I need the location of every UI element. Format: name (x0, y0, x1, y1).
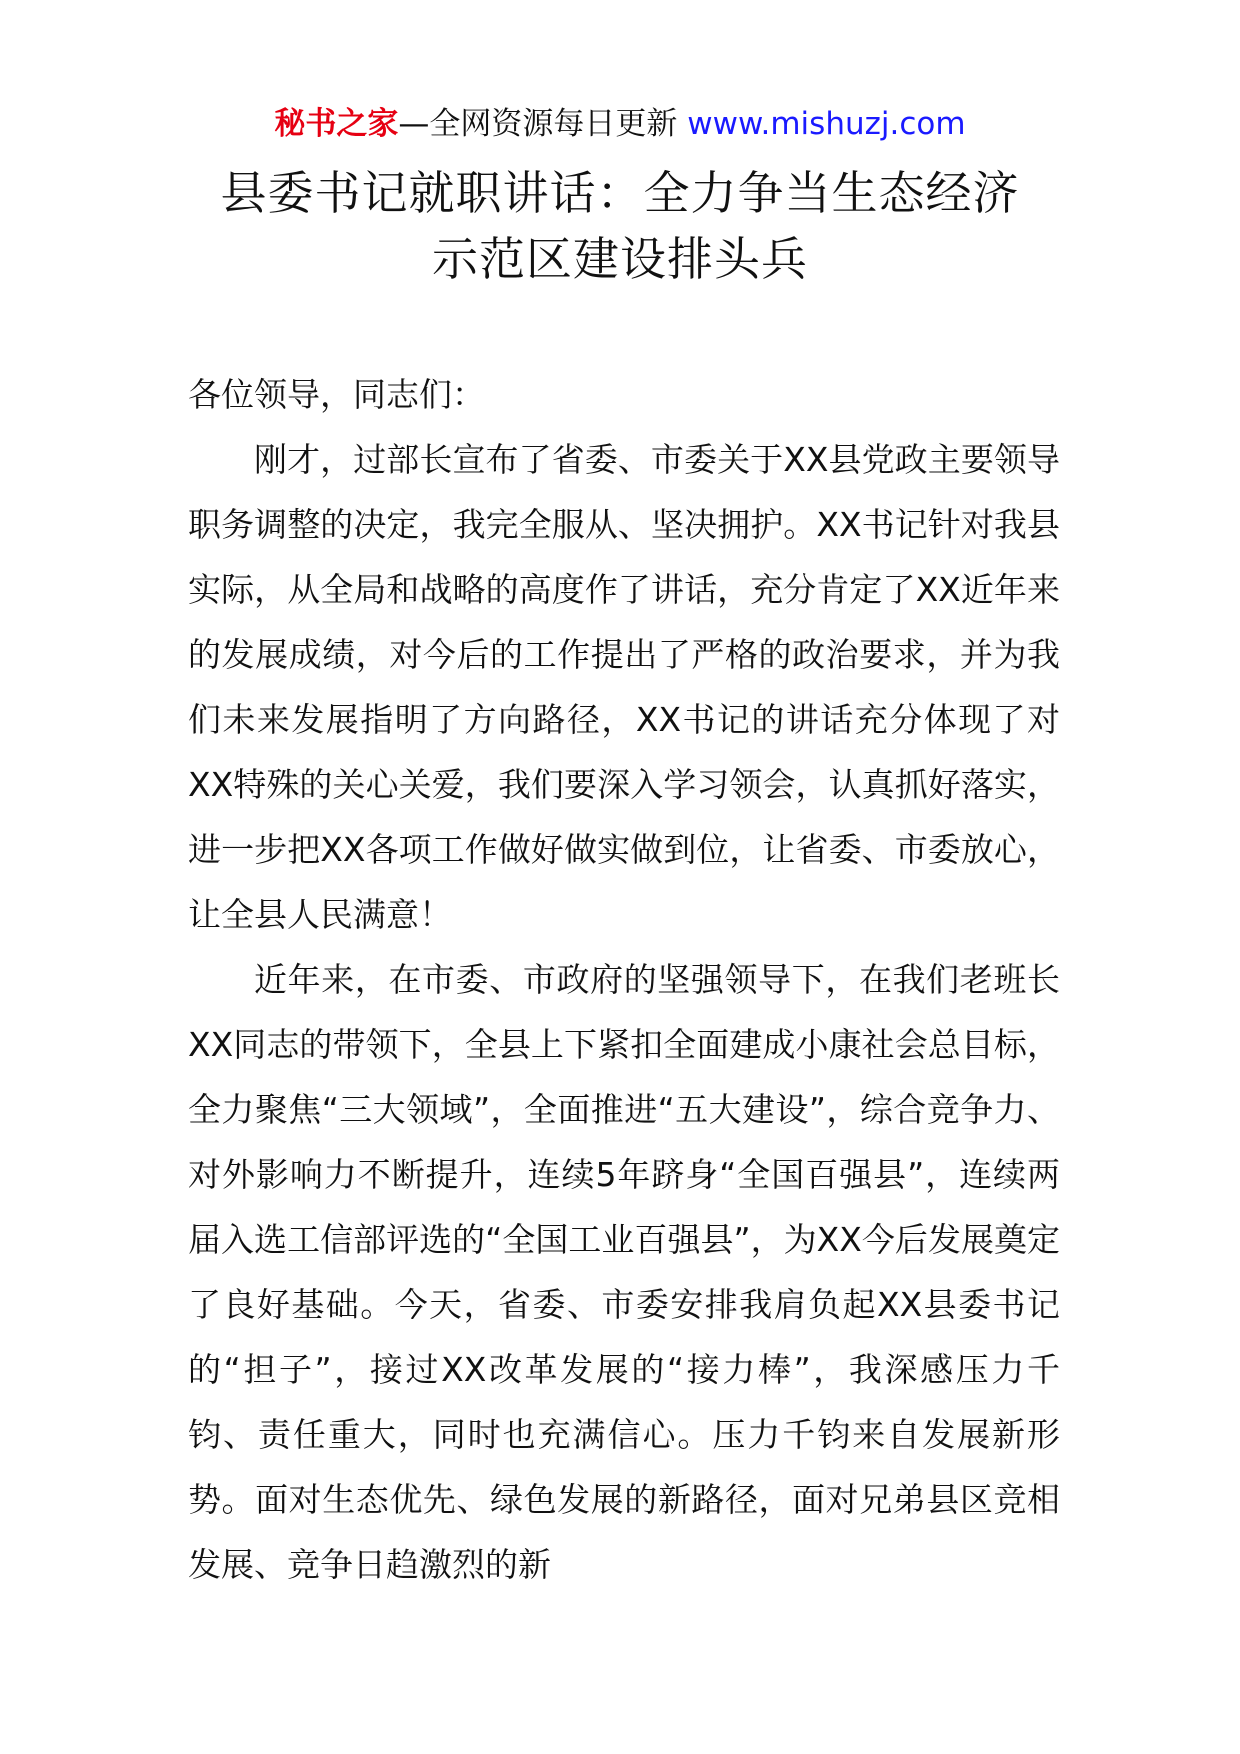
document-title-line-1: 县委书记就职讲话：全力争当生态经济 (220, 166, 1020, 220)
document-title (100, 160, 1140, 292)
site-url-link[interactable]: www.mishuzj.com (687, 106, 966, 142)
document-body (188, 362, 1060, 1597)
paragraph-1: 刚才，过部长宣布了省委、市委关于XX县党政主要领导职务调整的决定，我完全服从、坚决拥护。XX书记针对我县实际，从全局和战略的高度作了讲话，充分肯定了XX近年来的发展成绩，对今后的工作提出了严格的政治要求，并为我们未来发展指明了方向路径，XX书记的讲话充分体现了对XX特殊的关心关爱，我们要深入学习领会，认真抓好落实，进一步把XX各项工作做好做实做到位，让省委、市委放心，让全县人民满意！ (188, 440, 1060, 934)
paragraph-2: 近年来，在市委、市政府的坚强领导下，在我们老班长XX同志的带领下，全县上下紧扣全面建成小康社会总目标，全力聚焦“三大领域”，全面推进“五大建设”，综合竞争力、对外影响力不断提升，连续5年跻身“全国百强县”，连续两届入选工信部评选的“全国工业百强县”，为XX今后发展奠定了良好基础。今天，省委、市委安排我肩负起XX县委书记的“担子”，接过XX改革发展的“接力棒”，我深感压力千钧、责任重大，同时也充满信心。压力千钧来自发展新形势。面对生态优先、绿色发展的新路径，面对兄弟县区竞相发展、竞争日趋激烈的新 (188, 960, 1060, 1584)
salutation: 各位领导，同志们： (188, 375, 485, 414)
site-tagline: —全网资源每日更新 (398, 106, 688, 142)
document-title-line-2: 示范区建设排头兵 (432, 232, 808, 286)
site-brand: 秘书之家 (274, 106, 399, 142)
site-header (0, 100, 1240, 148)
